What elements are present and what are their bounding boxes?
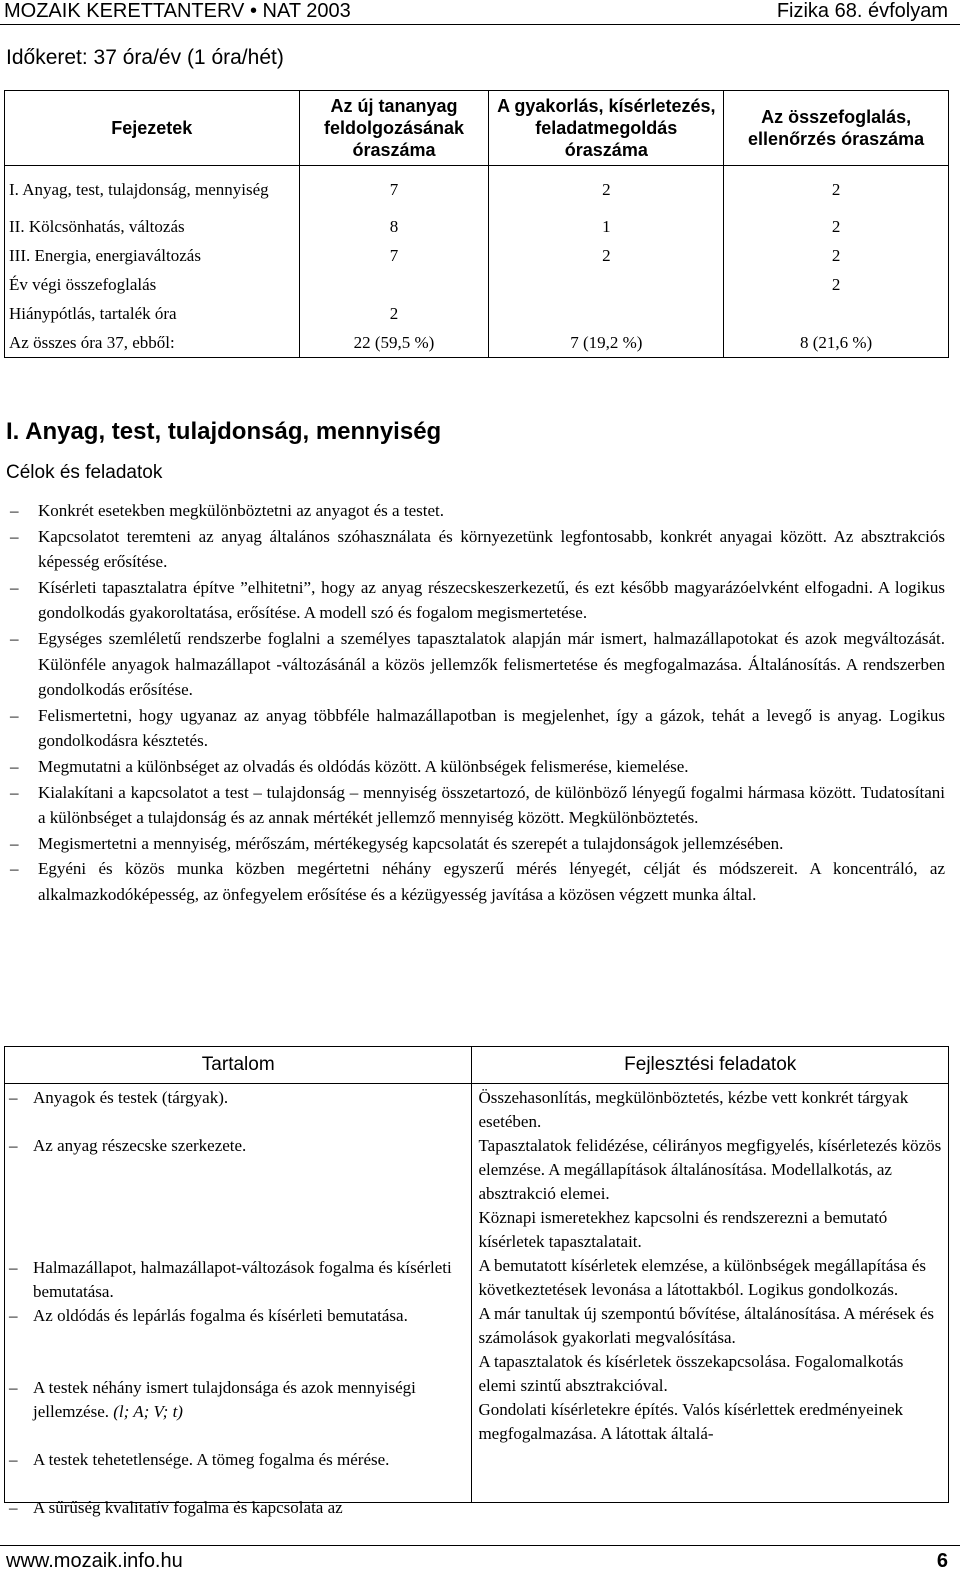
- dash-bullet: –: [10, 705, 19, 725]
- chapter-cell: Az összes óra 37, ebből:: [5, 328, 300, 358]
- goals-list: [10, 498, 945, 908]
- page-number: 6: [936, 1550, 948, 1572]
- subsection-title: Célok és feladatok: [6, 462, 163, 483]
- content-text: Halmazállapot, halmazállapot-változások fogalma és kísérleti bemutatása.: [33, 1258, 452, 1301]
- practice-hours-cell: [489, 270, 724, 299]
- header-development-tasks: Fejlesztési feladatok: [472, 1047, 949, 1084]
- content-column: [5, 1084, 472, 1517]
- new-hours-cell: 7: [299, 166, 489, 213]
- footer-url: www.mozaik.info.hu: [6, 1550, 183, 1572]
- dash-bullet: –: [10, 833, 19, 853]
- development-paragraph: Gondolati kísérletekre építés. Valós kísérlettek eredményeinek megfogalmazása. A látottak általá-: [478, 1400, 903, 1443]
- development-column: [472, 1084, 949, 1503]
- goal-text: Kapcsolatot teremteni az anyag általános szóhasználata és környezetünk legfontosabb, konkrét anyagai között. Az absztrakciós képesség erősítése.: [38, 526, 945, 572]
- list-item: [9, 1256, 483, 1304]
- development-paragraph: Tapasztalatok felidézése, célirányos megfigyelés, kísérletezés közös elemzése. A megállapítások általánosítása. Modellalkotás, az absztrakció elemei.: [478, 1136, 942, 1203]
- list-item: [10, 780, 945, 831]
- list-item: [10, 754, 945, 780]
- hours-table: [4, 90, 949, 358]
- table-row: [5, 299, 949, 328]
- chapter-cell: Év végi összefoglalás: [5, 270, 300, 299]
- dash-bullet: –: [9, 1378, 18, 1397]
- new-hours-cell: 22 (59,5 %): [299, 328, 489, 358]
- development-paragraph: Összehasonlítás, megkülönböztetés, kézbe vett konkrét tárgyak esetében.: [478, 1088, 909, 1131]
- hours-table-header: [5, 91, 949, 166]
- development-paragraph: A tapasztalatok és kísérletek összekapcsolása. Fogalomalkotás elemi szintű absztrakcióval.: [478, 1352, 904, 1395]
- dash-bullet: –: [9, 1450, 18, 1469]
- list-item: [9, 1086, 483, 1110]
- new-hours-cell: 8: [299, 212, 489, 241]
- dash-bullet: –: [10, 628, 19, 648]
- table-row: [5, 270, 949, 299]
- practice-hours-cell: 7 (19,2 %): [489, 328, 724, 358]
- header-series-title: MOZAIK KERETTANTERV • NAT 2003: [4, 0, 351, 22]
- page-header: [0, 0, 960, 25]
- dash-bullet: –: [10, 756, 19, 776]
- list-item: [9, 1304, 483, 1328]
- header-chapters: Fejezetek: [5, 91, 300, 166]
- list-item: [10, 831, 945, 857]
- table-row: [5, 241, 949, 270]
- dash-bullet: –: [10, 526, 19, 546]
- summary-hours-cell: 2: [724, 270, 949, 299]
- summary-hours-cell: 8 (21,6 %): [724, 328, 949, 358]
- new-hours-cell: [299, 270, 489, 299]
- practice-hours-cell: 2: [489, 241, 724, 270]
- chapter-cell: III. Energia, energiaváltozás: [5, 241, 300, 270]
- new-hours-cell: 2: [299, 299, 489, 328]
- content-table: [4, 1046, 949, 1517]
- list-item: [9, 1134, 483, 1158]
- dash-bullet: –: [10, 782, 19, 802]
- chapter-cell: Hiánypótlás, tartalék óra: [5, 299, 300, 328]
- header-practice: A gyakorlás, kísérletezés, feladatmegoldás óraszáma: [489, 91, 724, 166]
- chapter-cell: II. Kölcsönhatás, változás: [5, 212, 300, 241]
- practice-hours-cell: 1: [489, 212, 724, 241]
- dash-bullet: –: [10, 501, 19, 520]
- list-item: [9, 1448, 483, 1472]
- summary-hours-cell: 2: [724, 241, 949, 270]
- goal-text: Konkrét esetekben megkülönböztetni az anyagot és a testet.: [38, 501, 444, 520]
- list-item: [10, 575, 945, 626]
- list-item: [10, 856, 945, 907]
- content-text: Anyagok és testek (tárgyak).: [33, 1088, 229, 1107]
- practice-hours-cell: [489, 299, 724, 328]
- goal-text: Megmutatni a különbséget az olvadás és oldódás között. A különbségek felismerése, kiemelése.: [38, 756, 689, 776]
- table-row: [5, 166, 949, 213]
- list-item: [9, 1496, 483, 1520]
- content-text: A testek tehetetlensége. A tömeg fogalma és mérése.: [33, 1450, 390, 1469]
- content-text: A testek néhány ismert tulajdonsága és azok mennyiségi jellemzése.: [33, 1378, 416, 1421]
- page-footer: [0, 1545, 960, 1572]
- table-row: [5, 212, 949, 241]
- list-item: [10, 498, 945, 524]
- section-title: I. Anyag, test, tulajdonság, mennyiség: [6, 418, 442, 445]
- summary-hours-cell: 2: [724, 166, 949, 213]
- dash-bullet: –: [9, 1088, 18, 1107]
- development-paragraph: A már tanultak új szempontú bővítése, általánosítása. A mérések és számolások gyakorlati megvalósítása.: [478, 1304, 935, 1347]
- chapter-cell: I. Anyag, test, tulajdonság, mennyiség: [5, 166, 300, 213]
- dash-bullet: –: [9, 1136, 18, 1155]
- content-text: Az oldódás és lepárlás fogalma és kísérleti bemutatása.: [33, 1306, 408, 1325]
- practice-hours-cell: 2: [489, 166, 724, 213]
- goal-text: Kialakítani a kapcsolatot a test – tulajdonság – mennyiség összetartozó, de különböző lényegű fogalmi hármasa között. Tudatosítani a különbséget a tulajdonság és az annak mértékét jellemző mennyiség között. Megkülönböztetés.: [38, 782, 945, 828]
- time-frame: Időkeret: 37 óra/év (1 óra/hét): [6, 46, 284, 69]
- dash-bullet: –: [9, 1498, 18, 1517]
- goal-text: Felismertetni, hogy ugyanaz az anyag többféle halmazállapotban is megjelenhet, így a gázok, tehát a levegő is anyag. Logikus gondolkodásra késztetés.: [38, 705, 945, 751]
- new-hours-cell: 7: [299, 241, 489, 270]
- header-subject-grade: Fizika 68. évfolyam: [776, 0, 948, 22]
- table-row-total: [5, 328, 949, 358]
- content-text: Az anyag részecske szerkezete.: [33, 1136, 247, 1155]
- list-item: [10, 524, 945, 575]
- content-symbols: (l; A; V; t): [113, 1402, 183, 1421]
- list-item: [10, 626, 945, 703]
- development-paragraph: Köznapi ismeretekhez kapcsolni és rendszerezni a bemutató kísérletek tapasztalatait.: [478, 1208, 888, 1251]
- header-summary: Az összefoglalás, ellenőrzés óraszáma: [724, 91, 949, 166]
- goal-text: Kísérleti tapasztalatra építve ”elhitetni”, hogy az anyag részecskeszerkezetű, és ezt később magyarázóelvként elfogadni. A logikus gondolkodás gyakoroltatása, erősítése. A modell szó és fogalom megismertetése.: [38, 577, 945, 623]
- summary-hours-cell: 2: [724, 212, 949, 241]
- dash-bullet: –: [9, 1306, 18, 1325]
- list-item: [10, 703, 945, 754]
- goal-text: Egységes szemléletű rendszerbe foglalni a személyes tapasztalatok alapján már ismert, halmazállapotokat és azok megváltozását. Különféle anyagok halmazállapot -változásánál a közös jellemzők felismertetése és megfogalmazása. Általánosítás. A rendszerben gondolkodás erősítése.: [38, 628, 945, 700]
- dash-bullet: –: [9, 1258, 18, 1277]
- header-content: Tartalom: [5, 1047, 472, 1084]
- summary-hours-cell: [724, 299, 949, 328]
- goal-text: Megismertetni a mennyiség, mérőszám, mértékegység kapcsolatát és szerepét a tulajdonságok jellemzésében.: [38, 833, 784, 853]
- dash-bullet: –: [10, 577, 19, 597]
- content-text: A sűrűség kvalitatív fogalma és kapcsolata az: [33, 1498, 343, 1517]
- development-paragraph: A bemutatott kísérletek elemzése, a különbségek megállapítása és következtetések levonása a látottakból. Logikus gondolkozás.: [478, 1256, 926, 1299]
- header-new-material: Az új tananyag feldolgozásának óraszáma: [299, 91, 489, 166]
- list-item: [9, 1376, 483, 1424]
- dash-bullet: –: [10, 859, 19, 879]
- goal-text: Egyéni és közös munka közben megértetni néhány egyszerű mérés lényegét, célját és módszereit. A koncentráló, az alkalmazkodóképesség, az önfegyelem erősítése és a kézügyesség javítása a közösen végzett munka által.: [38, 859, 945, 904]
